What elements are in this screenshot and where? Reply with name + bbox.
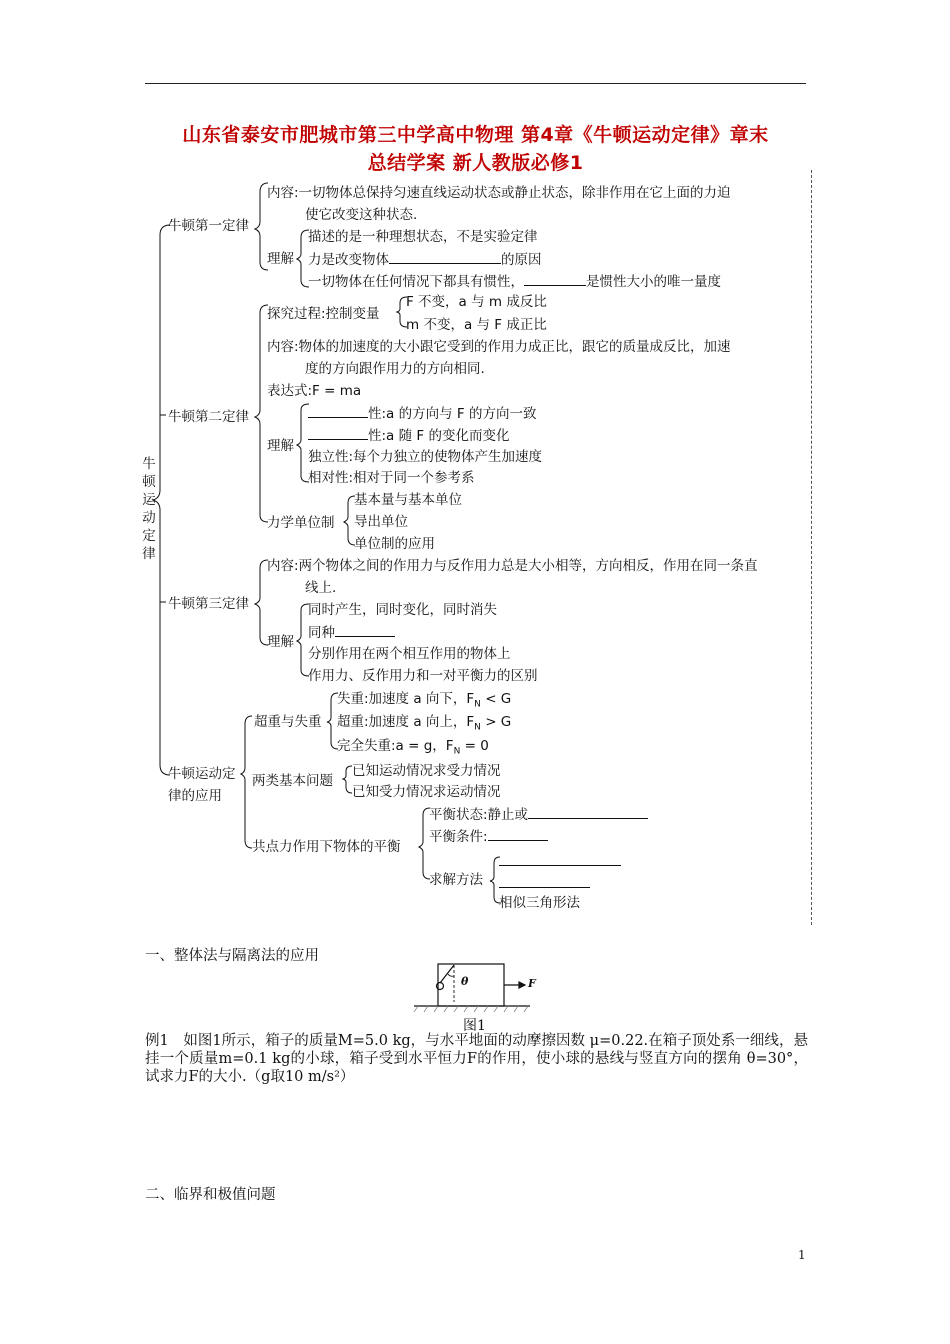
app-solve: 求解方法 [429,872,483,888]
app-two-problems: 两类基本问题 [252,773,333,789]
third-law-u1: 同时产生，同时变化，同时消失 [308,602,497,618]
app-balance-2: 平衡条件: [429,827,548,846]
second-law-explore: 探究过程:控制变量 [267,306,380,322]
second-law-understand: 理解 [267,438,294,454]
app-balance: 共点力作用下物体的平衡 [252,839,401,855]
page-number: 1 [798,1248,806,1262]
figure-theta-label: θ [461,975,469,988]
section-heading-2: 二、临界和极值问题 [145,1187,276,1203]
app-solve-3: 相似三角形法 [499,895,580,911]
section-heading-1: 一、整体法与隔离法的应用 [145,948,319,964]
second-law-units: 力学单位制 [267,515,335,531]
second-law-u1: 性:a 的方向与 F 的方向一致 [308,404,536,423]
first-law-u2: 力是改变物体 的原因 [308,252,542,268]
first-law-u1: 描述的是一种理想状态，不是实验定律 [308,229,538,245]
second-law-explore-1: F 不变，a 与 m 成反比 [406,294,547,310]
third-law-content-2: 线上. [305,580,337,596]
app-label-2: 律的应用 [168,788,222,804]
third-law-u4: 作用力、反作用力和一对平衡力的区别 [308,668,538,684]
first-law-u3: 一切物体在任何情况下都具有惯性， 是惯性大小的唯一量度 [308,274,721,290]
example-1-text: 例1 如图1所示，箱子的质量M=5.0 kg，与水平地面的动摩擦因数 μ=0.22.在箱子顶处系一细线，悬挂一个质量m=0.1 kg的小球，箱子受到水平恒力F的作用，使小球的悬线与竖直方向的摆角 θ=30°，试求力F的大小.（g取10 m/s²） [145,1033,808,1085]
second-law-expression: 表达式:F = ma [267,383,362,399]
app-solve-2 [499,874,590,893]
app-overweight-2: 超重:加速度 a 向上，$F_N > G$ [337,714,512,733]
figure-force-label: F [528,977,536,990]
app-two-2: 已知受力情况求运动情况 [352,784,501,800]
first-law-understand: 理解 [267,251,294,267]
second-law-explore-2: m 不变，a 与 F 成正比 [406,317,547,333]
app-overweight-3: 完全失重:a = g，$F_N = 0$ [337,738,489,757]
second-law-content-1: 内容:物体的加速度的大小跟它受到的作用力成正比，跟它的质量成反比，加速 [267,339,731,355]
app-balance-1: 平衡状态:静止或 [429,805,648,824]
second-law-units-2: 导出单位 [354,514,408,530]
figure-box-diagram [410,962,570,1022]
app-two-1: 已知运动情况求受力情况 [352,763,501,779]
first-law-label: 牛顿第一定律 [168,218,249,234]
app-label-1: 牛顿运动定 [168,766,236,782]
second-law-u2: 性:a 随 F 的变化而变化 [308,426,509,445]
page-title-line1: 山东省泰安市肥城市第三中学高中物理 第4章《牛顿运动定律》章末 [182,124,769,146]
app-overweight-1: 失重:加速度 a 向下，$F_N < G$ [337,691,512,710]
third-law-content-1: 内容:两个物体之间的作用力与反作用力总是大小相等，方向相反，作用在同一条直 [267,558,758,574]
page-title-line2: 总结学案 新人教版必修1 [367,152,584,174]
map-root-label: 牛顿运动定律 [142,456,156,562]
app-overweight: 超重与失重 [254,714,322,730]
second-law-content-2: 度的方向跟作用力的方向相同. [305,361,485,377]
third-law-u3: 分别作用在两个相互作用的物体上 [308,646,511,662]
second-law-u4: 相对性:相对于同一个参考系 [308,470,475,486]
second-law-units-3: 单位制的应用 [354,536,435,552]
second-law-units-1: 基本量与基本单位 [354,492,462,508]
figure-caption: 图1 [463,1018,486,1034]
second-law-label: 牛顿第二定律 [168,409,249,425]
first-law-content-2: 使它改变这种状态. [305,207,418,223]
third-law-label: 牛顿第三定律 [168,596,249,612]
first-law-content-1: 内容:一切物体总保持匀速直线运动状态或静止状态，除非作用在它上面的力迫 [267,185,731,201]
app-solve-1 [499,852,621,871]
third-law-understand: 理解 [267,634,294,650]
second-law-u3: 独立性:每个力独立的使物体产生加速度 [308,449,543,465]
third-law-u2: 同种 [308,623,395,642]
